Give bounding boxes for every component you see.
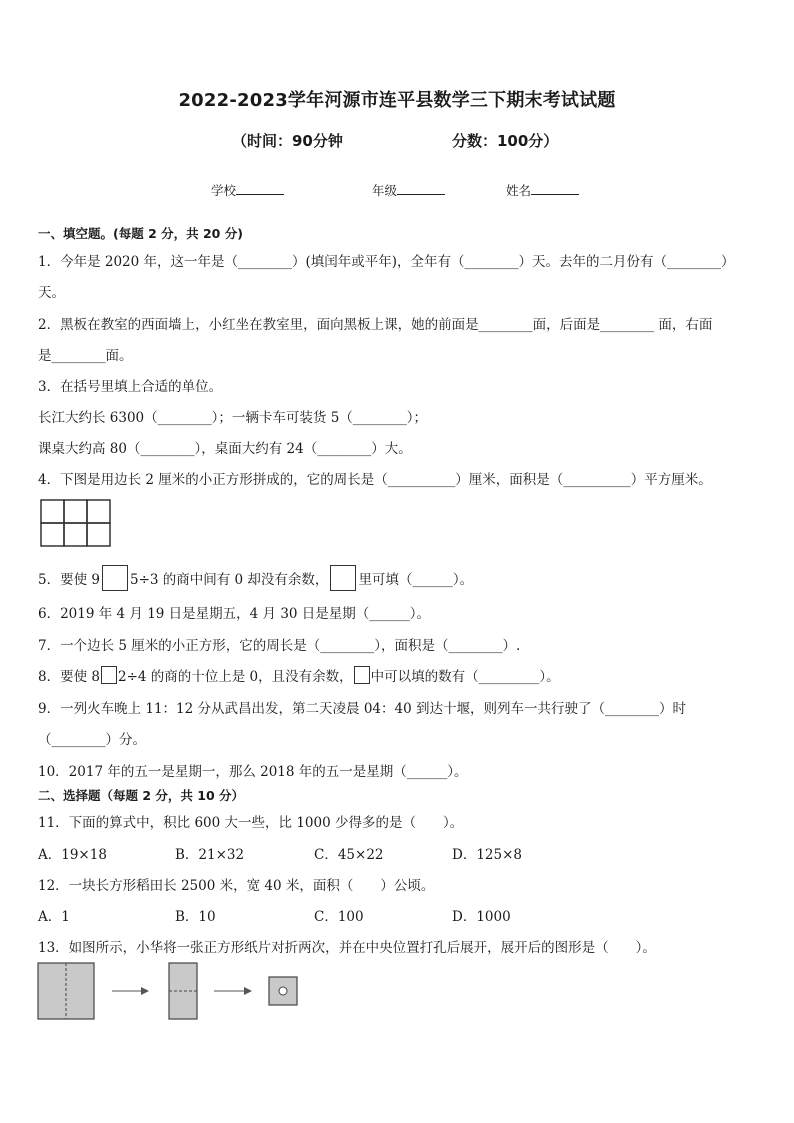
q13-stem: 13．如图所示，小华将一张正方形纸片对折两次，并在中央位置打孔后展开，展开后的图形是（ ）。 (38, 940, 656, 956)
q9-line2: （________）分。 (38, 732, 146, 748)
q5-part-c: 里可填（______）。 (358, 572, 474, 588)
q3-line2: 长江大约长 6300（________）；一辆卡车可装货 5（________）； (38, 410, 428, 426)
grade-field[interactable] (372, 181, 445, 199)
name-field[interactable] (506, 181, 579, 199)
section2-heading: 二、选择题（每题 2 分，共 10 分） (38, 788, 245, 803)
q12-option-d[interactable]: D．1000 (452, 909, 511, 925)
grade-label: 年级 (372, 183, 398, 198)
q12-stem: 12．一块长方形稻田长 2500 米，宽 40 米，面积（ ）公顷。 (38, 878, 435, 894)
exam-time: （时间：90分钟 (232, 132, 343, 150)
q5-part-b: 5÷3 的商中间有 0 却没有余数， (129, 572, 329, 588)
q12-option-a[interactable]: A．1 (38, 909, 70, 925)
page-title: 2022-2023学年河源市连平县数学三下期末考试试题 (178, 90, 616, 111)
q6: 6．2019 年 4 月 19 日是星期五，4 月 30 日是星期（______）。 (38, 606, 431, 622)
school-blank[interactable] (236, 181, 284, 195)
exam-score: 分数：100分） (452, 132, 559, 150)
name-label: 姓名 (506, 183, 532, 198)
q2-line2: 是________面。 (38, 348, 133, 364)
q12-option-b[interactable]: B．10 (175, 909, 216, 925)
q8-answer-box[interactable] (354, 666, 370, 684)
q8-part-c: 中可以填的数有（_________）。 (370, 669, 560, 685)
q8-digit-box[interactable] (101, 666, 117, 684)
q13-folding-figure (36, 960, 306, 1024)
q12-option-c[interactable]: C．100 (314, 909, 364, 925)
q11-option-d[interactable]: D．125×8 (452, 847, 522, 863)
q2-line1: 2．黑板在教室的西面墙上，小红坐在教室里，面向黑板上课，她的前面是________面，后面是________ 面，右面 (38, 317, 713, 333)
q5-digit-box[interactable] (102, 565, 128, 591)
q4-grid-figure (40, 499, 112, 547)
q8-part-a: 8．要使 8 (38, 669, 100, 685)
name-blank[interactable] (531, 181, 579, 195)
q5-part-a: 5．要使 9 (38, 572, 100, 588)
q11-option-c[interactable]: C．45×22 (314, 847, 384, 863)
grade-blank[interactable] (397, 181, 445, 195)
folded-once-paper (169, 963, 197, 1019)
q1-line2: 天。 (38, 285, 65, 301)
q1-line1: 1．今年是 2020 年，这一年是（________）(填闰年或平年)，全年有（________）天。去年的二月份有（________） (38, 254, 735, 270)
q11-option-a[interactable]: A．19×18 (38, 847, 107, 863)
q11-stem: 11．下面的算式中，积比 600 大一些，比 1000 少得多的是（ ）。 (38, 815, 464, 831)
q11-option-b[interactable]: B．21×32 (175, 847, 245, 863)
q3-line1: 3．在括号里填上合适的单位。 (38, 379, 223, 395)
q8 (38, 665, 560, 685)
q7: 7．一个边长 5 厘米的小正方形，它的周长是（________），面积是（________）. (38, 638, 521, 654)
q10: 10．2017 年的五一是星期一，那么 2018 年的五一是星期（______）。 (38, 764, 468, 780)
q8-part-b: 2÷4 的商的十位上是 0，且没有余数， (117, 669, 353, 685)
folded-twice-paper-with-hole (269, 977, 297, 1005)
q5 (38, 565, 473, 591)
unfolded-square-paper (38, 963, 94, 1019)
q3-line3: 课桌大约高 80（________），桌面大约有 24（________）大。 (38, 441, 412, 457)
school-label: 学校 (211, 183, 237, 198)
q9-line1: 9．一列火车晚上 11：12 分从武昌出发，第二天凌晨 04：40 到达十堰，则列车一共行驶了（________）时 (38, 701, 686, 717)
school-field[interactable] (211, 181, 284, 199)
section1-heading: 一、填空题。(每题 2 分，共 20 分) (38, 226, 243, 241)
q4-line1: 4．下图是用边长 2 厘米的小正方形拼成的，它的周长是（__________）厘米，面积是（__________）平方厘米。 (38, 472, 712, 488)
q5-answer-box[interactable] (330, 565, 356, 591)
